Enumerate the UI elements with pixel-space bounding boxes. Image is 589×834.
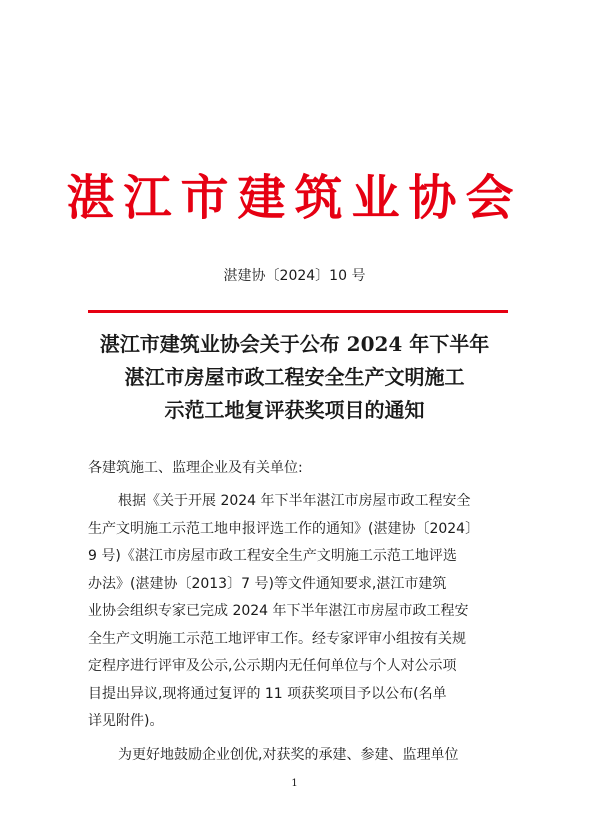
document-number: 湛建协〔2024〕10 号 — [223, 268, 366, 284]
page-number: 1 — [291, 778, 298, 789]
body-line: 生产文明施工示范工地申报评选工作的通知》(湛建协〔2024〕 — [88, 520, 480, 537]
body-line: 根据《关于开展 2024 年下半年湛江市房屋市政工程安全 — [118, 493, 471, 509]
org-header-title: 湛江市建筑业协会 — [66, 170, 523, 226]
body-line: 9 号)《湛江市房屋市政工程安全生产文明施工示范工地评选 — [88, 548, 457, 564]
body-line: 为更好地鼓励企业创优,对获奖的承建、参建、监理单位 — [118, 746, 459, 763]
body-text — [88, 488, 528, 769]
salutation: 各建筑施工、监理企业及有关单位: — [88, 460, 303, 476]
red-divider — [88, 310, 508, 313]
notice-title-line: 示范工地复评获奖项目的通知 — [164, 398, 425, 422]
notice-title — [0, 328, 589, 427]
body-line: 详见附件)。 — [88, 713, 164, 729]
notice-title-line: 湛江市建筑业协会关于公布 2024 年下半年 — [99, 332, 490, 356]
body-line: 目提出异议,现将通过复评的 11 项获奖项目予以公布(名单 — [88, 685, 447, 702]
body-line: 业协会组织专家已完成 2024 年下半年湛江市房屋市政工程安 — [88, 603, 469, 619]
body-line: 定程序进行评审及公示,公示期内无任何单位与个人对公示项 — [88, 658, 457, 674]
body-line: 办法》(湛建协〔2013〕7 号)等文件通知要求,湛江市建筑 — [88, 575, 447, 592]
notice-title-line: 湛江市房屋市政工程安全生产文明施工 — [124, 365, 465, 389]
body-line: 全生产文明施工示范工地评审工作。经专家评审小组按有关规 — [88, 630, 466, 647]
